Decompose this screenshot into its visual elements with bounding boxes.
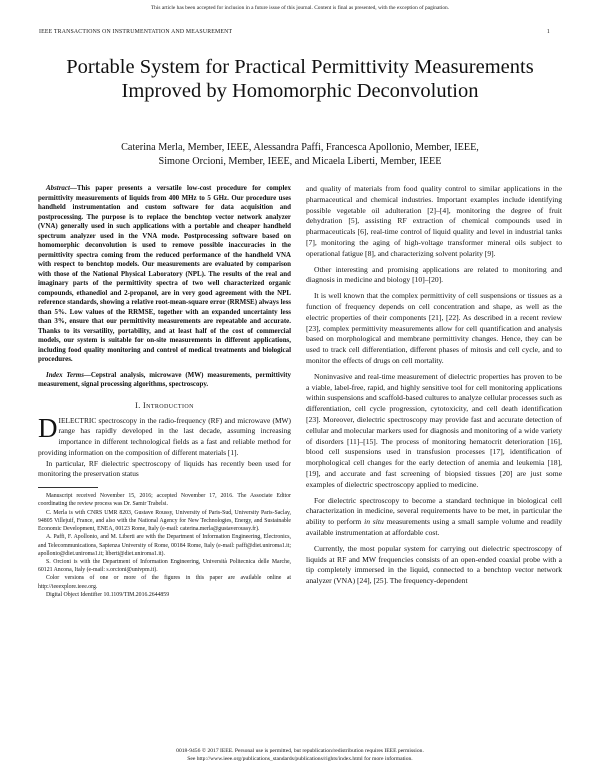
running-header xyxy=(39,29,550,35)
section-number: I. xyxy=(135,400,141,410)
footnote-doi: Digital Object Identifier 10.1109/TIM.2016.2644859 xyxy=(46,591,170,598)
abstract-text: —This paper presents a versatile low-cost procedure for complex permittivity measurements of liquids from 400 MHz to 5 GHz. Our procedure uses handheld instrumentation and custom software for data acquisition and postprocessing. The purpose is to replace the benchtop vector network analyzer (VNA) generally used in such applications with a portable and cheaper handheld spectrum analyzer used in the VNA mode. Postprocessing software based on homomorphic deconvolution is used to remove possible inaccuracies in the permittivity spectra coming from the reduced performance of the handheld VNA with respect to benchtop models. Our measurements are evaluated by comparison with those of the National Physical Laboratory (NPL). The results of the real and imaginary parts of the permittivity spectra of two well characterized organic compounds, ethanediol and 2-propanol, are in very good agreement with the NPL reference standards, showing a relative root-mean-square error (RRMSE) always less than 5%. Low values of the RRMSE, together with an expanded uncertainty less than 3%, ensure that our permittivity measurements are repeatable and accurate. Thanks to its versatility, portability, and at least half of the cost of commercial models, our system is suitable for on-site measurements in different applications, including food quality monitoring and control of medical treatments and biological procedures. xyxy=(38,184,291,363)
footer-line-1: 0018-9456 © 2017 IEEE. Personal use is permitted, but republication/redistribution requires IEEE permission. xyxy=(176,748,424,754)
page-number: 1 xyxy=(546,29,550,35)
index-terms-label: Index Terms xyxy=(46,370,84,379)
copyright-footer xyxy=(0,747,600,763)
abstract xyxy=(38,184,291,365)
right-paragraph-1: and quality of materials from food quality control to similar applications in the pharmaceutical and chemical industries. Important examples include identifying possible vegetable oil adulteration [2]–[4], monitoring the degree of fruit dehydration [5], assisting RF extraction of chemical compounds used in pharmaceuticals [6], real-time control of liquid quality and level in industrial tanks [7], monitoring the aging of high-voltage transformer mineral oils subject to operational fatigue [8], and characterizing solvent polarity [9]. xyxy=(306,184,562,258)
right-paragraph-2: Other interesting and promising applications are related to monitoring and diagnosis in medicine and biology [10]–[20]. xyxy=(306,264,562,285)
right-p5-em: in situ xyxy=(364,517,384,527)
intro-paragraph-2: In particular, RF dielectric spectroscopy of liquids has recently been used for monitoring the preservation status xyxy=(38,458,291,479)
footnote-paffi: A. Paffi, F. Apollonio, and M. Liberti are with the Department of Information Engineering, Electronics, and Telecommunications, Sapienza University of Rome, 00184 Rome, Italy (e-mail: paffi@diet.uniroma1.it; apollonio@diet.uniroma1.it; liberti@diet.uniroma1.it). xyxy=(38,534,291,557)
footer-line-2: See http://www.ieee.org/publications_standards/publications/rights/index.html for more information. xyxy=(187,756,413,762)
intro-p1-text: IELECTRIC spectroscopy in the radio-frequency (RF) and microwave (MW) range has rapidly developed in the last decade, assuming increasing importance in different technological fields as a fast and reliable method for providing information on the composition of different materials [1]. xyxy=(38,415,291,457)
journal-name: IEEE TRANSACTIONS ON INSTRUMENTATION AND MEASUREMENT xyxy=(39,29,233,35)
footnote-manuscript: Manuscript received November 15, 2016; accepted November 17, 2016. The Associate Editor coordinating the review process was Dr. Samir Trabelsi. xyxy=(38,493,291,508)
footnote-color: Color versions of one or more of the figures in this paper are available online at http://ieeexplore.ieee.org. xyxy=(38,575,291,590)
right-column xyxy=(306,184,562,587)
paper-title: Portable System for Practical Permittivity Measurements Improved by Homomorphic Deconvolution xyxy=(66,56,534,102)
right-paragraph-6: Currently, the most popular system for carrying out dielectric spectroscopy of liquids at RF and MW frequencies consists of an open-ended coaxial probe with a tip completely immersed in the liquid, connected to a benchtop vector network analyzer (VNA) [24], [25]. The frequency-dependent xyxy=(306,543,562,586)
author-list xyxy=(60,141,540,168)
author-line-1: Caterina Merla, Member, IEEE, Alessandra Paffi, Francesca Apollonio, Member, IEEE, xyxy=(121,142,479,153)
footnote-rule xyxy=(38,487,98,488)
drop-cap: D xyxy=(38,412,58,443)
section-heading xyxy=(38,401,291,411)
index-terms-text: —Cepstral analysis, microwave (MW) measurements, permittivity measurement, signal processing algorithms, spectroscopy. xyxy=(38,370,291,388)
author-line-2: Simone Orcioni, Member, IEEE, and Micaela Liberti, Member, IEEE xyxy=(158,155,442,167)
left-column xyxy=(38,184,291,599)
footnote-orcioni: S. Orcioni is with the Department of Information Engineering, Università Politecnica delle Marche, 60121 Ancona, Italy (e-mail: s.orcioni@univpm.it). xyxy=(38,558,291,574)
right-p5-b: measurements using a small sample volume and readily available instrumentation at affordable cost. xyxy=(306,517,562,537)
acceptance-notice: This article has been accepted for inclusion in a future issue of this journal. Content is final as presented, with the exception of pagination. xyxy=(150,5,450,11)
right-paragraph-3: It is well known that the complex permittivity of cell suspensions or tissues as a function of frequency depends on cell concentration and shape, as well as the electric properties of their components [21], [22]. As described in a recent review [23], complex permittivity measurements allow for cell quantification and analysis based on morphological and membrane permittivity changes. Hence, they can be used to track cell differentiation, different phases of mitosis and cell cycle, and to monitor the effects of drugs on cell mortality. xyxy=(306,291,562,365)
right-p5-a: For dielectric spectroscopy to become a standard technique in biological cell characterization in medicine, several requirements have to be met, in particular the ability to perform xyxy=(306,495,562,527)
right-paragraph-4: Noninvasive and real-time measurement of dielectric properties has proven to be a viable, label-free, rapid, and highly sensitive tool for cell monitoring applications within suspensions and scaffold-based cultures to analyze cellular processes such as differentiation, cell cycle progression, cytotoxicity, and cell death identification [23]. Moreover, dielectric spectroscopy may provide fast and accurate detection of cellular and molecular markers used for diagnosis and monitoring of a wide variety of disorders [11]–[15]. The process of monitoring hematocrit deterioration [16], blood cell suspensions used in transfusion processes [17], identification of morphological cell changes for the early detection of anemia and leukemia [18], [19], and accurate and fast screening of biopsied tissues [20] are just some examples of dielectric spectroscopy applied to medicine. xyxy=(306,371,562,489)
right-paragraph-5 xyxy=(306,496,562,539)
abstract-label: Abstract xyxy=(46,184,70,192)
intro-paragraph-1 xyxy=(38,412,291,459)
footnote-merla: C. Merla is with CNRS UMR 8203, Gustave Roussy, University of Paris-Sud, University Paris-Saclay, 94805 Villejuif, France, and also with the National Agency for New Technologies, Energy, and Sustainable Economic Development, ENEA, 00123 Rome, Italy (e-mail: caterina.merla@gustaveroussy.fr). xyxy=(38,509,291,533)
index-terms xyxy=(38,371,291,390)
section-title: Introduction xyxy=(143,400,194,410)
